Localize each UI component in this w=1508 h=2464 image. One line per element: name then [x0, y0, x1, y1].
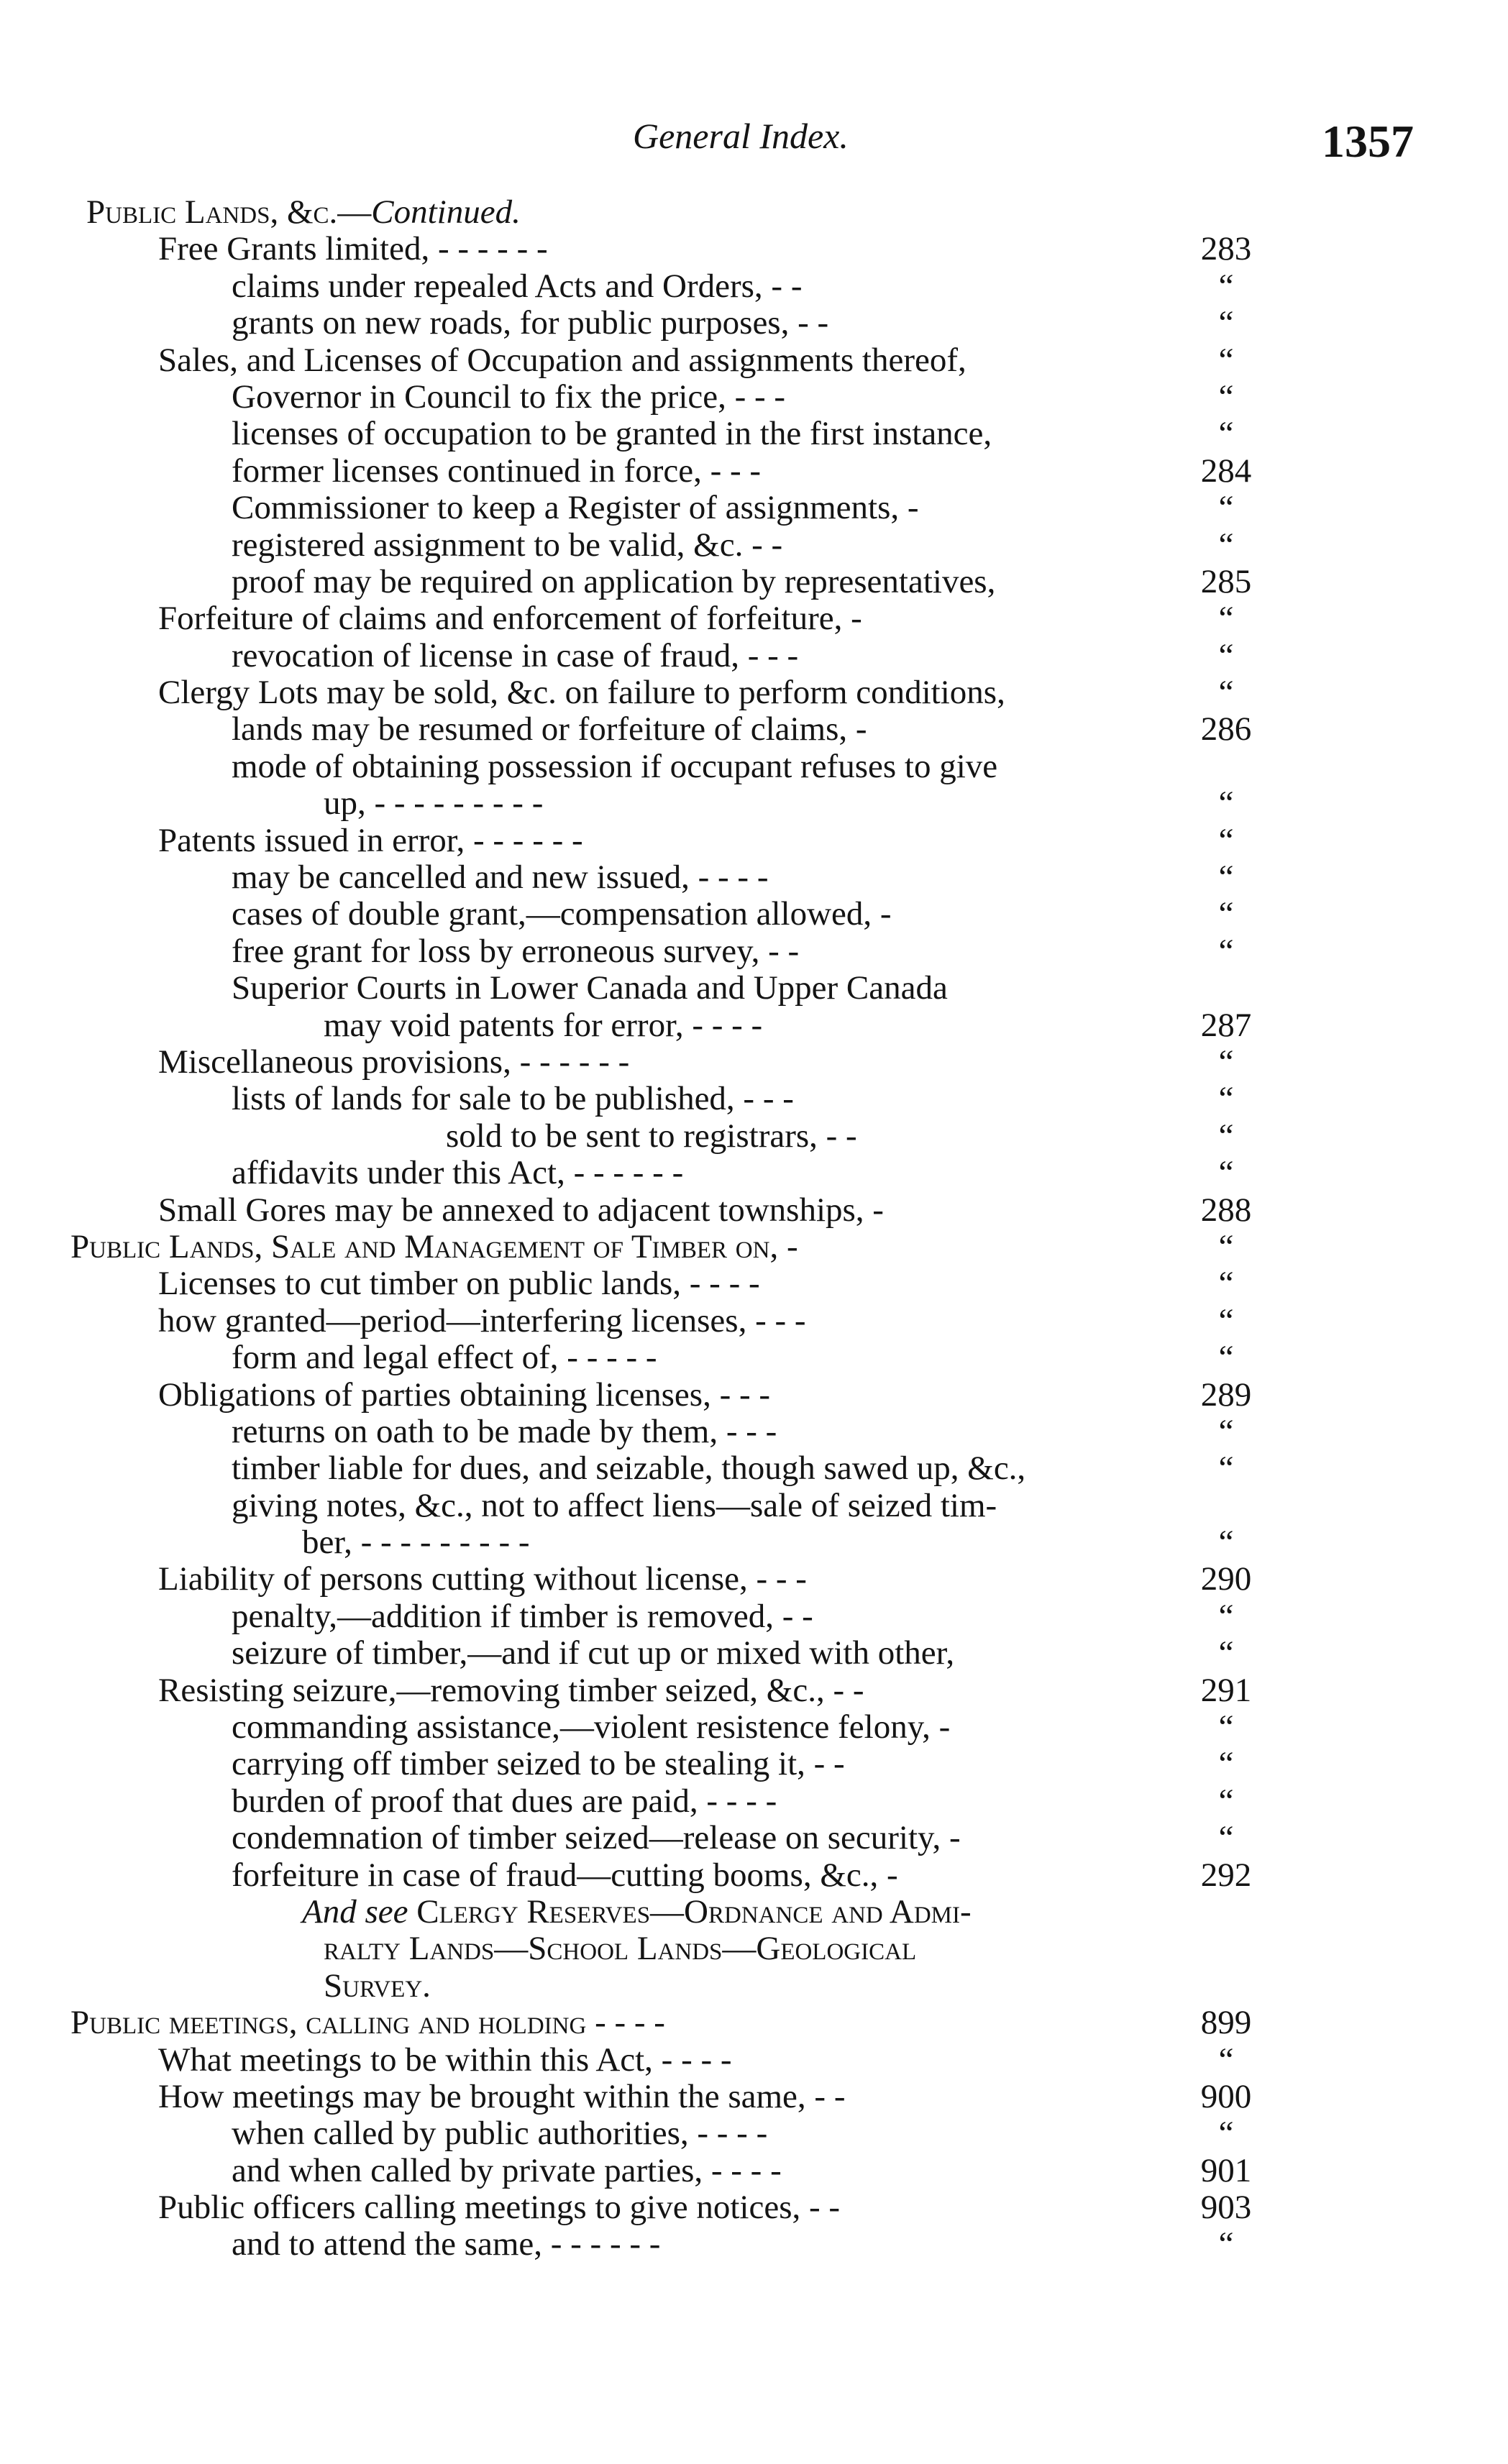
- index-entry-text: [232, 1783, 777, 1820]
- index-entry-text: [158, 1265, 760, 1302]
- index-entry-text: [232, 1746, 845, 1782]
- index-entry-text: [158, 1672, 864, 1709]
- page-reference: 287: [1200, 1006, 1252, 1044]
- index-entry-text: [158, 823, 583, 859]
- index-line: [0, 1007, 1508, 1044]
- index-line: [0, 1081, 1508, 1117]
- entry-label: lists of lands for sale to be published, - - -: [232, 1080, 794, 1118]
- page-reference: “: [1218, 377, 1234, 416]
- index-line: [0, 1931, 1508, 1967]
- entry-label: Commissioner to keep a Register of assignments, -: [232, 489, 919, 527]
- index-line: [0, 1377, 1508, 1414]
- entry-label: licenses of occupation to be granted in the first instance,: [232, 415, 992, 453]
- entry-label: registered assignment to be valid, &c. - -: [232, 526, 783, 564]
- index-line: [0, 527, 1508, 564]
- entry-label: Miscellaneous provisions, - - - - - -: [158, 1043, 630, 1081]
- entry-label: seizure of timber,—and if cut up or mixed with other,: [232, 1634, 955, 1672]
- index-entry-text: [232, 305, 828, 342]
- page-reference: 900: [1200, 2077, 1252, 2115]
- entry-label: Public meetings, calling and holding - - - -: [70, 2004, 665, 2042]
- index-line: [0, 2115, 1508, 2152]
- page-reference: 291: [1200, 1671, 1252, 1709]
- index-entry-text: [232, 1450, 1025, 1487]
- index-entry-text: [232, 1081, 794, 1117]
- index-line: [0, 2042, 1508, 2079]
- index-entry-text: [158, 600, 862, 637]
- page-reference: “: [1218, 821, 1234, 859]
- index-line: [0, 342, 1508, 379]
- index-line: [0, 2079, 1508, 2115]
- index-line: [0, 231, 1508, 267]
- index-line: [0, 1635, 1508, 1672]
- index-entry-text: [232, 490, 919, 526]
- index-entry-text: [446, 1118, 857, 1155]
- entry-label: former licenses continued in force, - - -: [232, 452, 762, 490]
- index-heading: [86, 194, 521, 231]
- index-entry-text: [232, 711, 867, 748]
- index-line: [0, 1561, 1508, 1598]
- index-entry-text: [324, 1931, 916, 1967]
- index-line: [0, 2226, 1508, 2263]
- page-reference: “: [1218, 895, 1234, 933]
- index-line: [0, 674, 1508, 711]
- entry-label: Forfeiture of claims and enforcement of forfeiture, -: [158, 600, 862, 638]
- entry-label: Resisting seizure,—removing timber seized, &c., - -: [158, 1671, 864, 1709]
- index-line: [0, 1709, 1508, 1746]
- index-entry-text: [232, 1339, 657, 1376]
- page-reference: “: [1218, 1043, 1234, 1081]
- index-line: [0, 638, 1508, 674]
- index-entry-text: [158, 2079, 845, 2115]
- entry-label: may be cancelled and new issued, - - - -: [232, 858, 769, 897]
- index-line: [0, 379, 1508, 416]
- index-entry-text: [158, 1303, 806, 1339]
- entry-label: and when called by private parties, - - - -: [232, 2151, 782, 2189]
- entry-label: burden of proof that dues are paid, - - - -: [232, 1782, 777, 1820]
- index-entry-text: [158, 674, 1005, 711]
- page-reference: “: [1218, 600, 1234, 638]
- index-line: [0, 453, 1508, 490]
- page-reference: “: [1218, 1449, 1234, 1488]
- entry-label: How meetings may be brought within the same, - -: [158, 2077, 846, 2115]
- entry-label: proof may be required on application by representatives,: [232, 562, 996, 600]
- index-line: [0, 1229, 1508, 1265]
- page-reference: “: [1218, 1265, 1234, 1303]
- page-reference: “: [1218, 1227, 1234, 1265]
- page-reference: 903: [1200, 2189, 1252, 2227]
- index-entry-text: [232, 453, 761, 490]
- index-line: [0, 1118, 1508, 1155]
- entry-label: up, - - - - - - - - -: [324, 784, 544, 823]
- index-entry-text: [232, 527, 782, 564]
- index-entry-text: [158, 342, 967, 379]
- entry-label: how granted—period—interfering licenses, - - -: [158, 1301, 806, 1339]
- index-line: [0, 305, 1508, 342]
- page-reference: “: [1218, 1782, 1234, 1820]
- index-entry-text: [158, 1044, 629, 1081]
- entry-label: forfeiture in case of fraud—cutting booms, &c., -: [232, 1856, 898, 1894]
- entry-label: sold to be sent to registrars, - -: [446, 1117, 857, 1155]
- page-reference: “: [1218, 526, 1234, 564]
- index-entry-text: [158, 231, 548, 267]
- index-entry-text: [158, 1561, 807, 1598]
- index-entry-text: [232, 268, 802, 305]
- entry-label: returns on oath to be made by them, - - -: [232, 1412, 777, 1450]
- entry-label: when called by public authorities, - - - -: [232, 2115, 768, 2153]
- entry-label: Small Gores may be annexed to adjacent townships, -: [158, 1191, 884, 1229]
- page-reference: 284: [1200, 452, 1252, 490]
- index-entry-text: [302, 1894, 972, 1931]
- index-entry-text: [232, 416, 992, 452]
- entry-label: condemnation of timber seized—release on security, -: [232, 1819, 961, 1857]
- entry-label: ber, - - - - - - - - -: [302, 1524, 530, 1562]
- index-line: [0, 785, 1508, 822]
- index-line: [0, 1968, 1508, 2005]
- page-reference: 288: [1200, 1191, 1252, 1229]
- index-line: [0, 711, 1508, 748]
- index-line: [0, 1155, 1508, 1191]
- index-line: [0, 1894, 1508, 1931]
- entry-label: and to attend the same, - - - - - -: [232, 2225, 661, 2263]
- page-reference: 285: [1200, 562, 1252, 600]
- index-line: [0, 1783, 1508, 1820]
- page-reference: “: [1218, 1819, 1234, 1857]
- index-line: [0, 1339, 1508, 1376]
- entry-label: Obligations of parties obtaining licenses, - - -: [158, 1375, 771, 1414]
- index-entry-text: [302, 1524, 530, 1561]
- index-entry-text: [158, 1377, 770, 1414]
- entry-label: form and legal effect of, - - - - -: [232, 1339, 657, 1377]
- page-reference: “: [1218, 1634, 1234, 1672]
- index-line: [0, 1524, 1508, 1561]
- index-line: [0, 933, 1508, 970]
- index-line: [0, 1746, 1508, 1782]
- page-reference: “: [1218, 636, 1234, 674]
- page-reference: 899: [1200, 2004, 1252, 2042]
- entry-label: affidavits under this Act, - - - - - -: [232, 1154, 684, 1192]
- index-entry-text: [158, 1192, 884, 1229]
- entry-label: Public Lands, Sale and Management of Timber on, -: [70, 1227, 798, 1265]
- entry-label: commanding assistance,—violent resistence felony, -: [232, 1708, 951, 1746]
- index-line: [0, 1857, 1508, 1894]
- page-reference: “: [1218, 489, 1234, 527]
- page-reference: 290: [1200, 1560, 1252, 1598]
- entry-label: Patents issued in error, - - - - - -: [158, 821, 583, 859]
- entry-label: carrying off timber seized to be stealing it, - -: [232, 1745, 845, 1783]
- page-reference: “: [1218, 1597, 1234, 1635]
- index-entry-text: [324, 1968, 431, 2005]
- entry-label: Sales, and Licenses of Occupation and assignments thereof,: [158, 341, 967, 379]
- see-also-label: And see: [302, 1892, 408, 1931]
- index-entry-text: [232, 1709, 950, 1746]
- index-line: [0, 2005, 1508, 2041]
- index-line: [0, 1672, 1508, 1709]
- page-reference: “: [1218, 2225, 1234, 2263]
- page-reference: 901: [1200, 2151, 1252, 2189]
- index-line: [0, 1303, 1508, 1339]
- page-reference: “: [1218, 2041, 1234, 2079]
- page-reference: 292: [1200, 1856, 1252, 1894]
- index-entry-text: [232, 2153, 782, 2189]
- page-reference: 286: [1200, 710, 1252, 748]
- index-heading: [70, 2005, 665, 2041]
- index-entry-text: [232, 638, 798, 674]
- index-entry-text: [232, 2226, 660, 2263]
- entry-label: What meetings to be within this Act, - - - -: [158, 2041, 732, 2079]
- page-reference: “: [1218, 784, 1234, 823]
- entry-label: giving notes, &c., not to affect liens—sale of seized tim-: [232, 1486, 997, 1524]
- entry-label: Survey.: [324, 1966, 431, 2005]
- index-line: [0, 490, 1508, 526]
- index-line: [0, 1044, 1508, 1081]
- index-line: [0, 2153, 1508, 2189]
- page-reference: 289: [1200, 1375, 1252, 1414]
- index-line: [0, 1488, 1508, 1524]
- index-line: [0, 970, 1508, 1007]
- entry-label: cases of double grant,—compensation allowed, -: [232, 895, 892, 933]
- entry-label: Governor in Council to fix the price, - - -: [232, 377, 786, 416]
- index-entry-text: [324, 1007, 762, 1044]
- entry-label: may void patents for error, - - - -: [324, 1006, 763, 1044]
- entry-label: free grant for loss by erroneous survey, - -: [232, 932, 800, 970]
- page-reference: “: [1218, 674, 1234, 712]
- index-entry-text: [232, 2115, 767, 2152]
- running-head-title: General Index.: [633, 116, 849, 156]
- page-reference: 283: [1200, 230, 1252, 268]
- index-line: [0, 416, 1508, 452]
- index-line: [0, 268, 1508, 305]
- entry-label: Superior Courts in Lower Canada and Upper Canada: [232, 969, 948, 1007]
- index-entry-text: [232, 1857, 898, 1894]
- index-heading: [70, 1229, 798, 1265]
- entry-label: Public Lands, &c.—: [86, 193, 372, 231]
- page-reference: “: [1218, 2115, 1234, 2153]
- index-line: [0, 1820, 1508, 1856]
- entry-label: lands may be resumed or forfeiture of claims, -: [232, 710, 867, 748]
- index-line: [0, 1450, 1508, 1487]
- index-entry-text: [232, 1598, 813, 1635]
- entry-label: ralty Lands—School Lands—Geological: [324, 1930, 917, 1968]
- index-entry-text: [232, 1635, 954, 1672]
- index-entry-text: [232, 1488, 997, 1524]
- index-line: [0, 194, 1508, 231]
- page-reference: “: [1218, 1117, 1234, 1155]
- index-line: [0, 1192, 1508, 1229]
- page-reference: “: [1218, 267, 1234, 305]
- page-reference: “: [1218, 932, 1234, 970]
- index-line: [0, 748, 1508, 785]
- index-entry-text: [232, 748, 997, 785]
- entry-label: claims under repealed Acts and Orders, - -: [232, 267, 803, 305]
- index-entry-text: [158, 2042, 732, 2079]
- index-line: [0, 1414, 1508, 1450]
- entry-label: penalty,—addition if timber is removed, - -: [232, 1597, 813, 1635]
- index-line: [0, 1265, 1508, 1302]
- index-entry-text: [158, 2189, 840, 2226]
- page-reference: “: [1218, 1745, 1234, 1783]
- page-reference: “: [1218, 1412, 1234, 1450]
- index-entry-text: [232, 859, 768, 896]
- page-reference: “: [1218, 304, 1234, 342]
- page-number: 1357: [1322, 116, 1414, 167]
- page-reference: “: [1218, 1708, 1234, 1746]
- entry-label: Public officers calling meetings to give notices, - -: [158, 2189, 841, 2227]
- page-reference: “: [1218, 1339, 1234, 1377]
- page-reference: “: [1218, 1154, 1234, 1192]
- index-entry-text: [232, 896, 892, 933]
- index-line: [0, 2189, 1508, 2226]
- entry-label: grants on new roads, for public purposes, - -: [232, 304, 829, 342]
- index-line: [0, 859, 1508, 896]
- index-entry-text: [232, 1820, 961, 1856]
- index-line: [0, 823, 1508, 859]
- page-reference: “: [1218, 1080, 1234, 1118]
- index-entry-text: [232, 970, 948, 1007]
- index-entry-text: [232, 933, 799, 970]
- index-line: [0, 1598, 1508, 1635]
- index-line: [0, 600, 1508, 637]
- page-reference: “: [1218, 341, 1234, 379]
- index-entry-text: [232, 379, 785, 416]
- entry-label: timber liable for dues, and seizable, though sawed up, &c.,: [232, 1449, 1026, 1488]
- entry-label: Clergy Lots may be sold, &c. on failure to perform conditions,: [158, 674, 1005, 712]
- index-entry-text: [232, 564, 995, 600]
- index-entry-text: [324, 785, 543, 822]
- page-reference: “: [1218, 858, 1234, 897]
- entry-label: Liability of persons cutting without license, - - -: [158, 1560, 807, 1598]
- index-line: [0, 896, 1508, 933]
- continued-label: Continued.: [371, 193, 521, 231]
- see-also-targets: Clergy Reserves—Ordnance and Admi-: [416, 1892, 972, 1931]
- entry-label: Free Grants limited, - - - - - -: [158, 230, 548, 268]
- index-line: [0, 564, 1508, 600]
- page-reference: “: [1218, 1301, 1234, 1339]
- index-entry-text: [232, 1414, 777, 1450]
- index-entries: [0, 194, 1508, 2263]
- page-reference: “: [1218, 415, 1234, 453]
- page-reference: “: [1218, 1524, 1234, 1562]
- entry-label: Licenses to cut timber on public lands, - - - -: [158, 1265, 760, 1303]
- entry-label: revocation of license in case of fraud, - - -: [232, 636, 799, 674]
- index-entry-text: [232, 1155, 683, 1191]
- entry-label: mode of obtaining possession if occupant refuses to give: [232, 747, 998, 785]
